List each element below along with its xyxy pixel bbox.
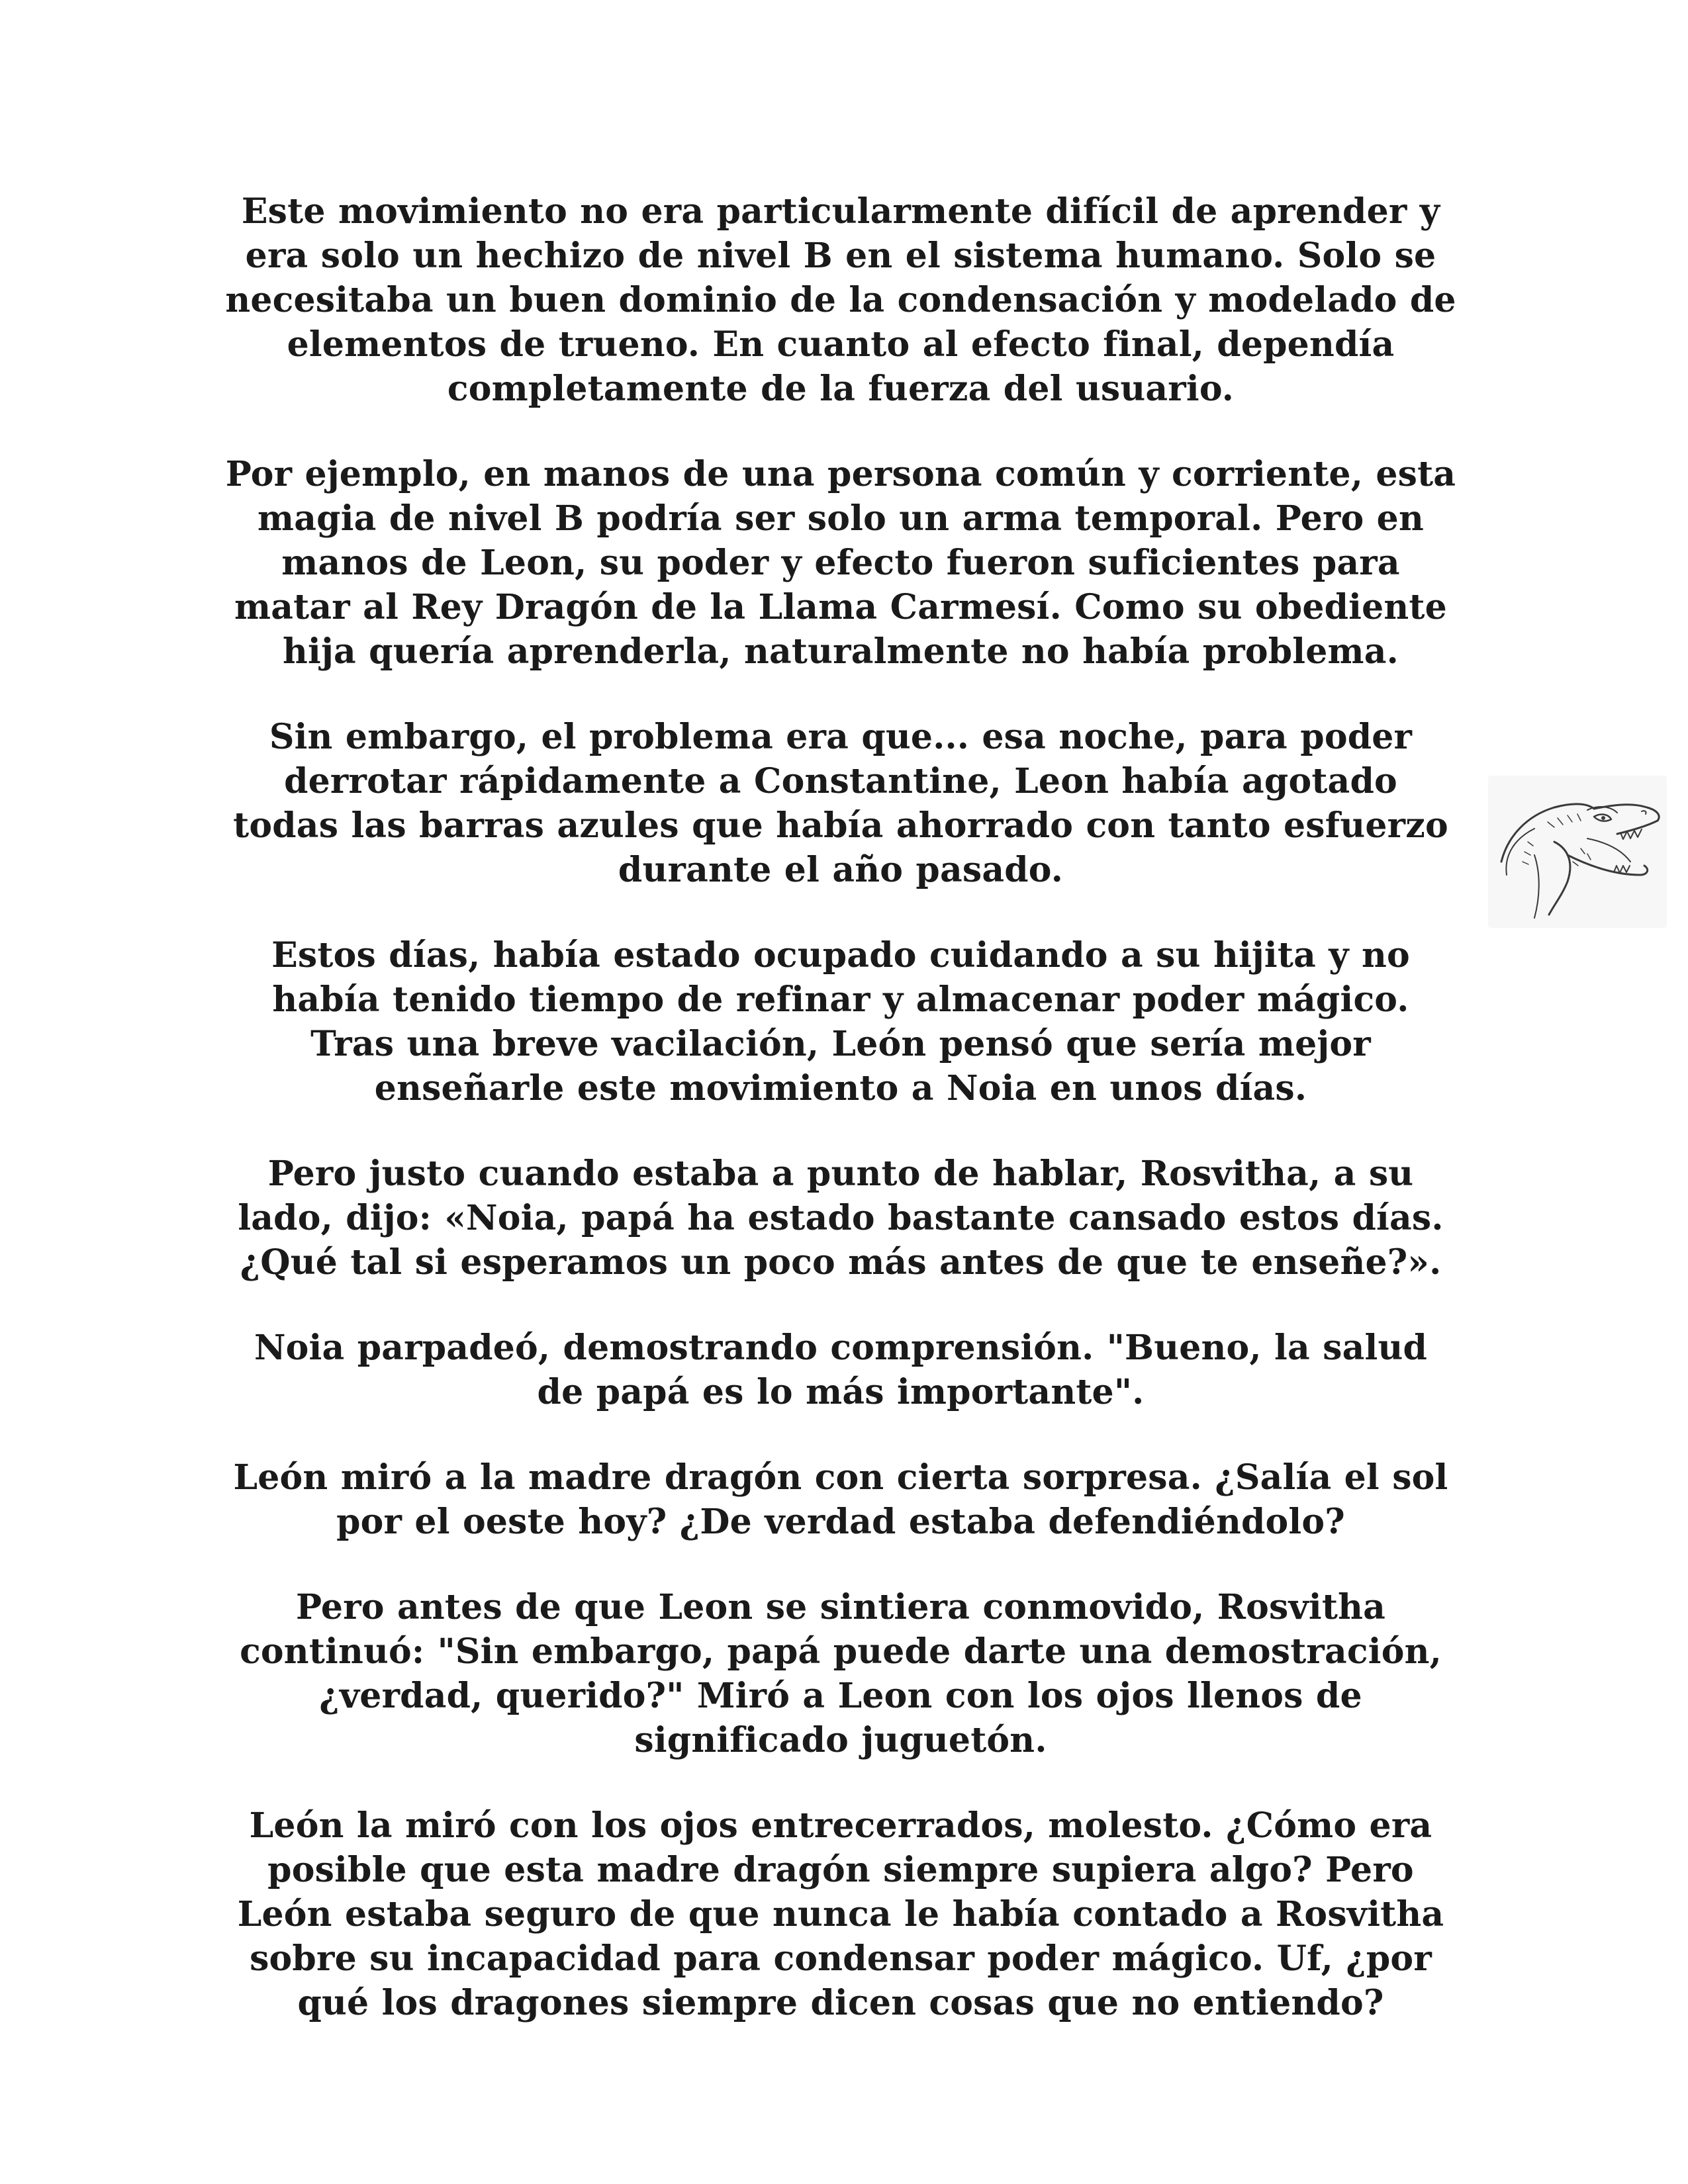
paragraph-4 [225,933,1456,1111]
text-line: completamente de la fuerza del usuario. [447,369,1235,409]
paragraph-8 [225,1585,1456,1762]
text-line: ¿Qué tal si esperamos un poco más antes de que te enseñe?». [240,1242,1442,1283]
text-line: sobre su incapacidad para condensar poder mágico. Uf, ¿por [250,1938,1432,1979]
paragraph-2 [225,452,1456,674]
text-line: posible que esta madre dragón siempre supiera algo? Pero [267,1850,1414,1890]
text-line: León miró a la madre dragón con cierta sorpresa. ¿Salía el sol [233,1457,1448,1498]
text-line: había tenido tiempo de refinar y almacenar poder mágico. [272,979,1409,1020]
text-line: Este movimiento no era particularmente difícil de aprender y [241,191,1440,232]
text-line: por el oeste hoy? ¿De verdad estaba defendiéndolo? [336,1502,1345,1542]
text-line: elementos de trueno. En cuanto al efecto final, dependía [287,324,1395,365]
text-line: manos de Leon, su poder y efecto fueron suficientes para [281,543,1400,583]
paragraph-9 [225,1803,1456,2025]
text-line: Sin embargo, el problema era que... esa noche, para poder [269,717,1413,757]
dragon-head-sketch-icon [1488,776,1667,928]
text-line: hija quería aprenderla, naturalmente no había problema. [283,631,1399,672]
text-line: todas las barras azules que había ahorrado con tanto esfuerzo [233,805,1448,846]
text-line: Noia parpadeó, demostrando comprensión. "Bueno, la salud [254,1328,1428,1368]
text-line: necesitaba un buen dominio de la condensación y modelado de [225,280,1456,320]
paragraph-7 [225,1455,1456,1544]
text-line: enseñarle este movimiento a Noia en unos días. [374,1068,1307,1109]
paragraph-5 [225,1152,1456,1285]
text-line: matar al Rey Dragón de la Llama Carmesí. Como su obediente [234,587,1447,627]
text-line: derrotar rápidamente a Constantine, Leon había agotado [284,761,1397,801]
paragraph-6 [225,1326,1456,1414]
text-line: significado juguetón. [634,1720,1047,1760]
text-line: lado, dijo: «Noia, papá ha estado bastante cansado estos días. [238,1198,1444,1238]
text-line: Por ejemplo, en manos de una persona común y corriente, esta [225,454,1456,494]
body-text [225,189,1456,2066]
text-line: continuó: "Sin embargo, papá puede darte una demostración, [240,1631,1442,1672]
text-line: León estaba seguro de que nunca le había contado a Rosvitha [237,1894,1444,1934]
text-line: durante el año pasado. [618,850,1064,890]
text-line: ¿verdad, querido?" Miró a Leon con los ojos llenos de [319,1676,1362,1716]
text-line: Tras una breve vacilación, León pensó que sería mejor [310,1024,1371,1064]
text-line: Pero antes de que Leon se sintiera conmovido, Rosvitha [296,1587,1385,1627]
text-line: magia de nivel B podría ser solo un arma temporal. Pero en [258,498,1424,539]
paragraph-1 [225,189,1456,411]
text-line: León la miró con los ojos entrecerrados, molesto. ¿Cómo era [249,1805,1432,1846]
text-line: de papá es lo más importante". [537,1372,1145,1412]
paragraph-3 [225,715,1456,892]
text-line: era solo un hechizo de nivel B en el sistema humano. Solo se [245,236,1436,276]
text-line: Estos días, había estado ocupado cuidando a su hijita y no [271,935,1410,976]
text-line: Pero justo cuando estaba a punto de hablar, Rosvitha, a su [267,1154,1414,1194]
text-line: qué los dragones siempre dicen cosas que no entiendo? [297,1983,1384,2023]
